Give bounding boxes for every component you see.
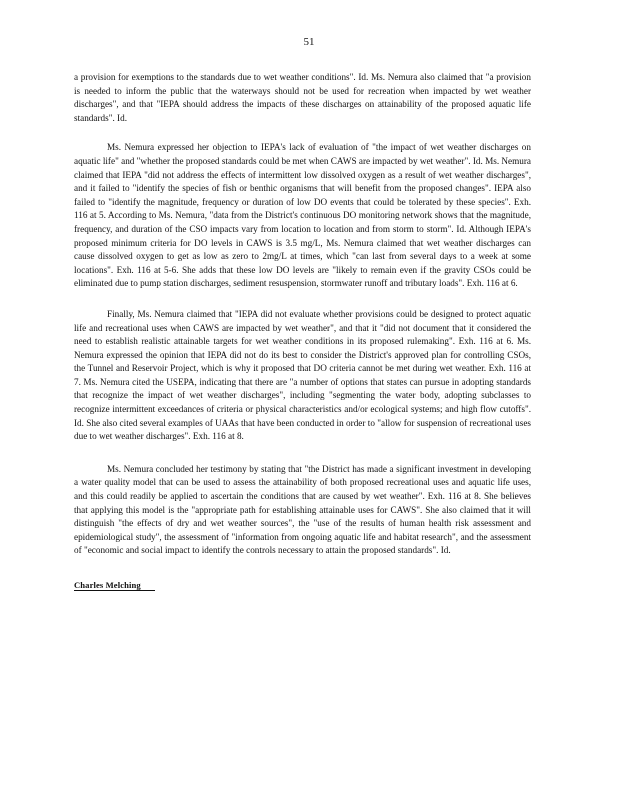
page-number: 51 xyxy=(303,36,315,48)
paragraph-objection: Ms. Nemura expressed her objection to IEPA's lack of evaluation of "the impact of wet weather discharges on aquatic life" and "whether the proposed standards could be met when CAWS are impacted by wet weather". Id. Ms. Nemura claimed that IEPA "did not address the effects of intermittent low dissolved oxygen as a result of wet weather discharges", and it failed to "identify the species of fish or benthic organisms that will benefit from the proposed changes". IEPA also failed to "identify the magnitude, frequency or duration of low DO events that could be tolerated by these species". Exh. 116 at 5. According to Ms. Nemura, "data from the District's continuous DO monitoring network shows that the magnitude, frequency, and duration of the CSO impacts vary from location to location and from storm to storm". Id. Although IEPA's proposed minimum criteria for DO levels in CAWS is 3.5 mg/L, Ms. Nemura claimed that wet weather discharges can cause dissolved oxygen to get as low as zero to 2mg/L at times, which "can last from several days to a week at some locations". Exh. 116 at 5-6. She adds that these low DO levels are "likely to remain even if the gravity CSOs could be eliminated due to pump station discharges, sediment resuspension, stormwater runoff and tributary loads". Exh. 116 at 6. xyxy=(74,142,531,289)
paragraph-continuation: a provision for exemptions to the standards due to wet weather conditions". Id. Ms. Nemura also claimed that "a provision is needed to inform the public that the waterways should not be used for recreation when impacted by wet weather discharges", and that "IEPA should address the impacts of these discharges on attainability of the proposed aquatic life standards". Id. xyxy=(74,72,531,123)
section-heading: Charles Melching xyxy=(74,580,155,591)
paragraph-finally: Finally, Ms. Nemura claimed that "IEPA did not evaluate whether provisions could be designed to protect aquatic life and recreational uses when CAWS are impacted by wet weather", and that it "did not document that it considered the need to establish realistic attainable targets for wet weather conditions in its proposed rulemaking". Exh. 116 at 6. Ms. Nemura expressed the opinion that IEPA did not do its best to consider the District's approved plan for controlling CSOs, the Tunnel and Reservoir Project, which is why it proposed that DO criteria cannot be met during wet weather. Exh. 116 at 7. Ms. Nemura cited the USEPA, indicating that there are "a number of options that states can pursue in adopting standards that recognize the impact of wet weather discharges", including "segmenting the water body, adopting subclasses to recognize intermittent exceedances of criteria or physical characteristics and/or ecological systems; and high flow cutoffs". Id. She also cited several examples of UAAs that have been conducted in order to "allow for suspension of recreational uses due to wet weather discharges". Exh. 116 at 8. xyxy=(74,308,531,442)
paragraph-conclusion: Ms. Nemura concluded her testimony by stating that "the District has made a significant investment in developing a water quality model that can be used to assess the attainability of both proposed recreational uses and aquatic life uses, and this could readily be applied to ascertain the conditions that are caused by wet weather". Exh. 116 at 8. She believes that applying this model is the "appropriate path for establishing attainable uses for CAWS". She also claimed that it will distinguish "the effects of dry and wet weather sources", the "use of the results of human health risk assessment and epidemiological study", the assessment of "information from ongoing aquatic life and habitat research", and the assessment of "economic and social impact to identify the controls necessary to attain the proposed standards". Id. xyxy=(74,463,531,556)
document-body xyxy=(74,71,531,593)
